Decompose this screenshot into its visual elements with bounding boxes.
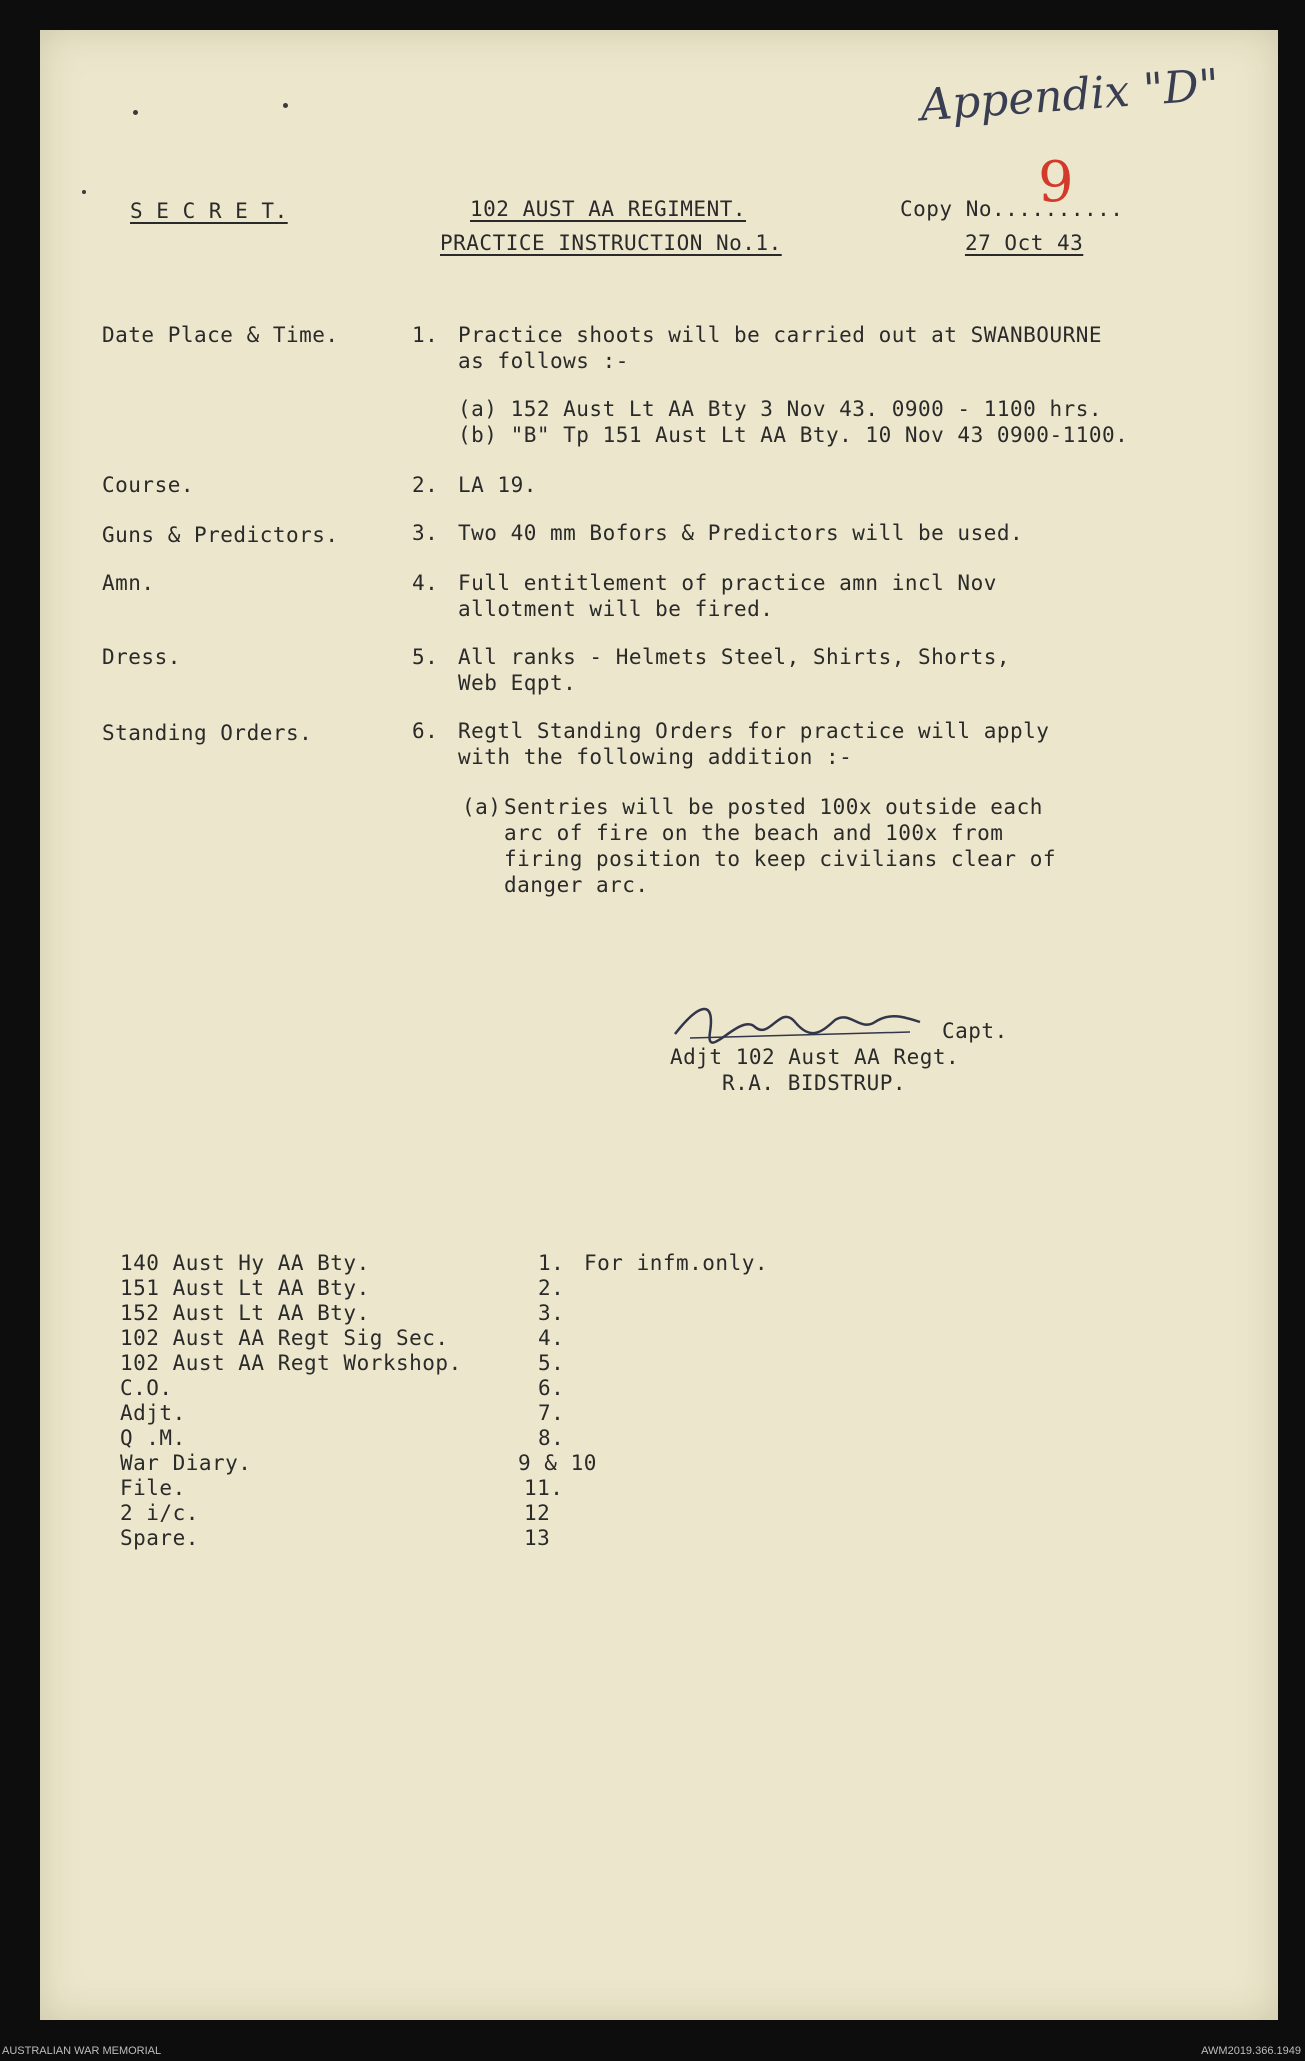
- distribution-copy: 6.: [538, 1376, 565, 1400]
- section-heading: Amn.: [102, 571, 155, 595]
- distribution-addressee: Adjt.: [120, 1401, 186, 1425]
- section-heading: Guns & Predictors.: [102, 523, 339, 547]
- copy-number: 9: [1038, 150, 1074, 215]
- section-line: (a) 152 Aust Lt AA Bty 3 Nov 43. 0900 - 1100 hrs.: [458, 397, 1103, 421]
- section-line: Regtl Standing Orders for practice will apply: [458, 719, 1050, 743]
- distribution-copy: 1.: [538, 1251, 565, 1275]
- secret-marking: S E C R E T.: [130, 199, 288, 223]
- section-line: All ranks - Helmets Steel, Shirts, Shorts,: [458, 645, 1011, 669]
- ink-speck: [283, 103, 288, 108]
- distribution-note: For infm.only.: [584, 1251, 769, 1275]
- distribution-addressee: Q .M.: [120, 1426, 186, 1450]
- section-number: 2.: [412, 473, 439, 497]
- section-number: 4.: [412, 571, 439, 595]
- ink-speck: [82, 190, 86, 194]
- footer-accession: AWM2019.366.1949: [1201, 2045, 1301, 2057]
- distribution-copy: 2.: [538, 1276, 565, 1300]
- distribution-addressee: 102 Aust AA Regt Workshop.: [120, 1351, 462, 1375]
- distribution-addressee: 140 Aust Hy AA Bty.: [120, 1251, 370, 1275]
- appendix-annotation: Appendix "D": [918, 59, 1221, 132]
- addition-label: (a): [462, 795, 502, 819]
- section-heading: Date Place & Time.: [102, 323, 339, 347]
- ink-speck: [133, 110, 138, 115]
- section-heading: Standing Orders.: [102, 721, 313, 745]
- section-line: Two 40 mm Bofors & Predictors will be used.: [458, 521, 1024, 545]
- section-line: Practice shoots will be carried out at SWANBOURNE: [458, 323, 1103, 347]
- distribution-addressee: C.O.: [120, 1376, 173, 1400]
- distribution-addressee: Spare.: [120, 1526, 199, 1550]
- instruction-title: PRACTICE INSTRUCTION No.1.: [440, 231, 782, 255]
- section-line: allotment will be fired.: [458, 597, 774, 621]
- addition-line: arc of fire on the beach and 100x from: [504, 821, 1004, 845]
- section-line: LA 19.: [458, 473, 537, 497]
- distribution-copy: 11.: [524, 1476, 564, 1500]
- footer-source: AUSTRALIAN WAR MEMORIAL: [2, 2045, 162, 2057]
- section-number: 5.: [412, 645, 439, 669]
- distribution-addressee: File.: [120, 1476, 186, 1500]
- signature-name: R.A. BIDSTRUP.: [722, 1071, 907, 1095]
- section-number: 1.: [412, 323, 439, 347]
- unit-title: 102 AUST AA REGIMENT.: [470, 197, 747, 221]
- distribution-copy: 8.: [538, 1426, 565, 1450]
- distribution-addressee: 152 Aust Lt AA Bty.: [120, 1301, 370, 1325]
- addition-line: firing position to keep civilians clear of: [504, 847, 1057, 871]
- section-heading: Dress.: [102, 645, 181, 669]
- section-line: with the following addition :-: [458, 745, 853, 769]
- section-line: (b) "B" Tp 151 Aust Lt AA Bty. 10 Nov 43 0900-1100.: [458, 423, 1129, 447]
- section-number: 3.: [412, 521, 439, 545]
- copy-label: Copy No..........: [900, 197, 1124, 221]
- section-line: Full entitlement of practice amn incl Nov: [458, 571, 997, 595]
- distribution-addressee: 102 Aust AA Regt Sig Sec.: [120, 1326, 449, 1350]
- distribution-copy: 5.: [538, 1351, 565, 1375]
- section-heading: Course.: [102, 473, 195, 497]
- document-page: [40, 30, 1278, 2020]
- signature-scrawl: [670, 992, 930, 1052]
- distribution-copy: 9 & 10: [518, 1451, 597, 1475]
- signature-appointment: Adjt 102 Aust AA Regt.: [670, 1045, 960, 1069]
- distribution-addressee: War Diary.: [120, 1451, 252, 1475]
- section-line: Web Eqpt.: [458, 671, 577, 695]
- distribution-addressee: 2 i/c.: [120, 1501, 199, 1525]
- signature-rank: Capt.: [942, 1019, 1008, 1043]
- addition-line: Sentries will be posted 100x outside each: [504, 795, 1043, 819]
- addition-line: danger arc.: [504, 873, 649, 897]
- document-date: 27 Oct 43: [965, 231, 1084, 255]
- distribution-copy: 13: [524, 1526, 551, 1550]
- distribution-addressee: 151 Aust Lt AA Bty.: [120, 1276, 370, 1300]
- distribution-copy: 4.: [538, 1326, 565, 1350]
- distribution-copy: 12: [524, 1501, 551, 1525]
- section-line: as follows :-: [458, 349, 629, 373]
- distribution-copy: 3.: [538, 1301, 565, 1325]
- section-number: 6.: [412, 719, 439, 743]
- distribution-copy: 7.: [538, 1401, 565, 1425]
